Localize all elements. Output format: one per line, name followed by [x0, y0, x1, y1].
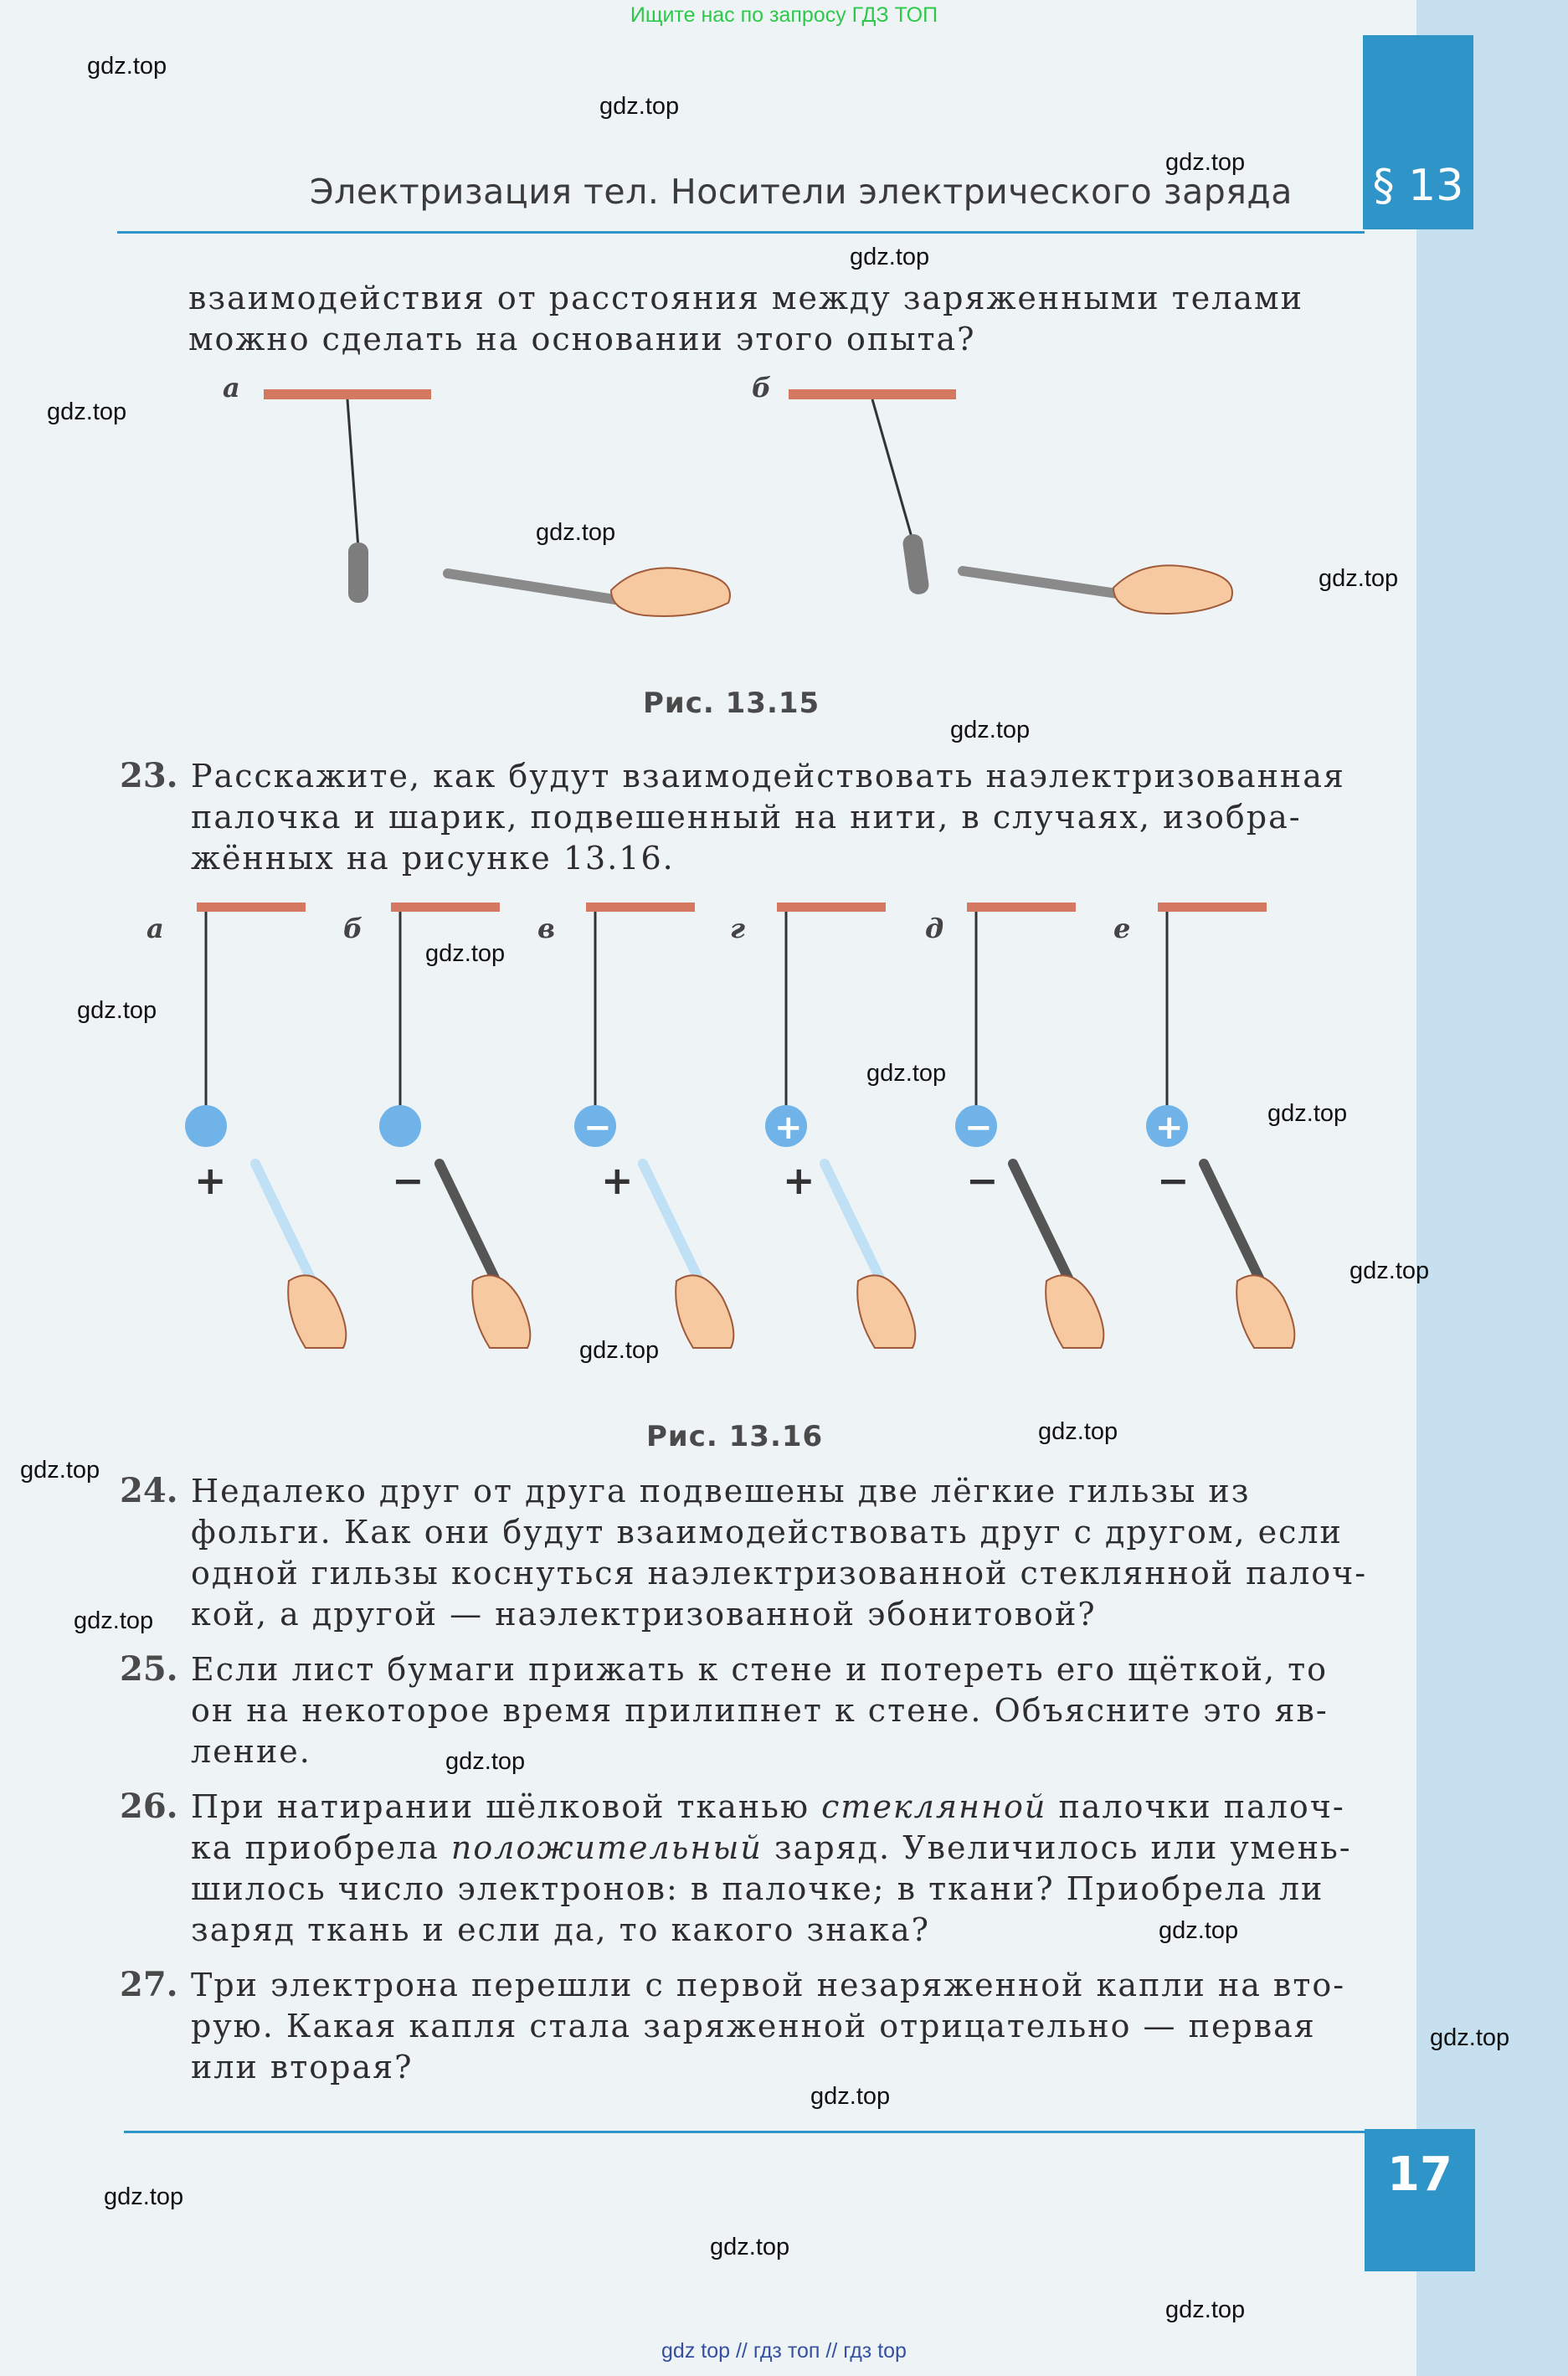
watermark: gdz.top: [425, 940, 506, 967]
watermark: gdz.top: [866, 1060, 947, 1087]
fig15-label-b: б: [752, 372, 772, 404]
question-26-line-1: При натирании шёлковой тканью стеклянной палочки палоч-: [191, 1788, 1345, 1825]
fig16-ball-charge-c: −: [584, 1108, 612, 1147]
fig16-label-d: г: [730, 913, 745, 944]
fig15-holder-b: [789, 389, 956, 399]
question-26-line-3: шилось число электронов: в палочке; в ткани? Приобрела ли: [191, 1870, 1324, 1907]
watermark: gdz.top: [1350, 1257, 1430, 1284]
watermark: gdz.top: [1267, 1100, 1348, 1127]
watermark: gdz.top: [579, 1337, 660, 1364]
question-25-line-1: Если лист бумаги прижать к стене и потереть его щёткой, то: [191, 1651, 1329, 1688]
fig16-panel-b: [343, 903, 530, 1348]
fig16-ball-b: [379, 1105, 421, 1147]
question-24-line-4: кой, а другой — наэлектризованной эбонитовой?: [191, 1596, 1097, 1633]
fig16-rod-charge-e: −: [966, 1158, 999, 1203]
watermark: gdz.top: [74, 1607, 154, 1634]
question-24-number: 24.: [120, 1471, 178, 1510]
watermark: gdz.top: [104, 2183, 184, 2210]
fig16-rod-f: [1204, 1164, 1262, 1285]
watermark: gdz.top: [445, 1748, 526, 1775]
question-27-number: 27.: [120, 1965, 178, 2004]
watermark: gdz.top: [536, 519, 616, 546]
question-27-line-2: рую. Какая капля стала заряженной отрицательно — первая: [191, 2008, 1316, 2044]
figure-13-16-caption: Рис. 13.16: [646, 1420, 824, 1453]
question-24-line-1: Недалеко друг от друга подвешены две лёгкие гильзы из: [191, 1473, 1251, 1509]
fig16-rod-d: [825, 1164, 883, 1285]
intro-line-1: взаимодействия от расстояния между заряженными телами: [188, 280, 1303, 316]
watermark: gdz.top: [87, 53, 167, 80]
fig16-rod-charge-b: −: [392, 1158, 424, 1203]
bottom-banner[interactable]: gdz top // гдз топ // гдз top: [661, 2339, 907, 2363]
fig15-thread-b: [872, 399, 913, 540]
section-number: § 13: [1372, 161, 1464, 211]
fig16-ball-a: [185, 1105, 227, 1147]
fig15-sleeve-a: [348, 543, 368, 603]
fig16-rod-charge-d: +: [783, 1158, 815, 1203]
fig16-panel-d: [730, 903, 915, 1348]
fig16-rod-charge-f: −: [1157, 1158, 1190, 1203]
watermark: gdz.top: [47, 399, 127, 425]
watermark: gdz.top: [1319, 565, 1399, 592]
watermark: gdz.top: [599, 93, 680, 120]
fig16-rod-c: [643, 1164, 702, 1285]
fig16-rod-b: [440, 1164, 498, 1285]
fig16-label-c: в: [537, 913, 556, 944]
fig16-label-b: б: [343, 913, 363, 944]
fig16-ball-charge-f: +: [1155, 1108, 1184, 1147]
page-number: 17: [1365, 2129, 1475, 2271]
fig15-hand-b: [1113, 565, 1232, 614]
fig16-rod-charge-c: +: [601, 1158, 634, 1203]
page-header-title: Электризация тел. Носители электрического заряда: [310, 172, 1293, 212]
fig16-panel-e: [925, 903, 1103, 1348]
fig16-label-a: а: [147, 913, 164, 944]
fig16-panel-c: [537, 903, 733, 1348]
fig16-rod-a: [255, 1164, 314, 1285]
question-25-line-2: он на некоторое время прилипнет к стене. Объясните это яв-: [191, 1692, 1329, 1729]
question-23-line-3: жённых на рисунке 13.16.: [191, 840, 675, 877]
watermark: gdz.top: [1430, 2024, 1510, 2051]
watermark: gdz.top: [1159, 1917, 1239, 1944]
fig15-thread-a: [347, 399, 358, 548]
fig16-rod-e: [1013, 1164, 1072, 1285]
question-23-line-2: палочка и шарик, подвешенный на нити, в случаях, изобра-: [191, 799, 1302, 836]
question-26-number: 26.: [120, 1787, 178, 1826]
figure-13-15-caption: Рис. 13.15: [643, 687, 820, 720]
question-23-line-1: Расскажите, как будут взаимодействовать наэлектризованная: [191, 758, 1345, 795]
intro-line-2: можно сделать на основании этого опыта?: [188, 321, 976, 357]
watermark: gdz.top: [1165, 149, 1246, 176]
fig15-sleeve-b: [902, 533, 930, 596]
question-25-line-3: ление.: [191, 1733, 311, 1770]
watermark: gdz.top: [850, 244, 930, 270]
fig15-rod-b: [963, 571, 1134, 596]
footer-divider: [124, 2131, 1365, 2133]
question-26-line-4: заряд ткань и если да, то какого знака?: [191, 1911, 930, 1948]
fig16-ball-charge-e: −: [964, 1108, 993, 1147]
fig15-label-a: а: [223, 372, 240, 404]
watermark: gdz.top: [810, 2083, 891, 2110]
fig16-label-e: д: [925, 913, 944, 944]
question-27-line-3: или вторая?: [191, 2049, 414, 2085]
fig16-ball-charge-d: +: [774, 1108, 803, 1147]
fig16-panel-a: [147, 903, 346, 1348]
section-badge: [1363, 35, 1473, 229]
side-color-bar: [1416, 0, 1568, 2376]
watermark: gdz.top: [77, 997, 157, 1024]
question-24-line-3: одной гильзы коснуться наэлектризованной стеклянной палоч-: [191, 1555, 1368, 1592]
question-27-line-1: Три электрона перешли с первой незаряженной капли на вто-: [191, 1967, 1346, 2003]
fig15-holder-a: [264, 389, 431, 399]
watermark: gdz.top: [950, 717, 1031, 743]
watermark: gdz.top: [1038, 1418, 1118, 1445]
fig15-rod-a: [448, 573, 636, 603]
question-24-line-2: фольги. Как они будут взаимодействовать друг с другом, если: [191, 1514, 1343, 1551]
question-23-number: 23.: [120, 756, 178, 795]
header-divider: [117, 231, 1365, 234]
top-banner[interactable]: Ищите нас по запросу ГДЗ ТОП: [630, 3, 938, 27]
figure-13-15: [193, 368, 1381, 645]
fig16-label-f: е: [1113, 913, 1131, 944]
question-25-number: 25.: [120, 1649, 178, 1689]
fig15-hand-a: [611, 568, 730, 616]
figure-13-16: [134, 887, 1373, 1365]
watermark: gdz.top: [710, 2234, 790, 2260]
fig16-rod-charge-a: +: [194, 1158, 227, 1203]
watermark: gdz.top: [1165, 2296, 1246, 2323]
watermark: gdz.top: [20, 1457, 100, 1484]
question-26-line-2: ка приобрела положительный заряд. Увеличилось или умень-: [191, 1829, 1352, 1866]
